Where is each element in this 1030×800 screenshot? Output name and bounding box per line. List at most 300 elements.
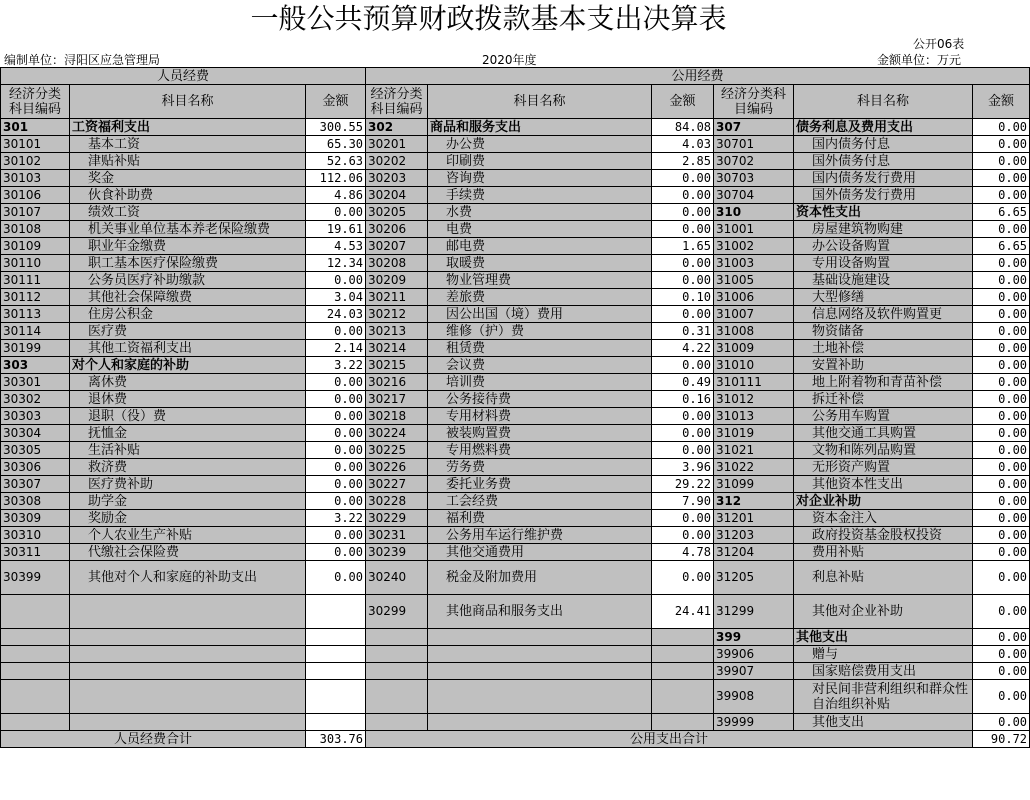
subject-name-cell: 大型修缮 bbox=[794, 289, 973, 306]
amount-cell: 0.00 bbox=[652, 170, 714, 187]
subject-name-cell: 津贴补贴 bbox=[70, 153, 306, 170]
amount-cell: 84.08 bbox=[652, 119, 714, 136]
subject-name-cell: 其他支出 bbox=[794, 714, 973, 731]
amount-cell bbox=[306, 714, 366, 731]
econ-code-cell: 30240 bbox=[366, 561, 428, 595]
subject-name-cell: 因公出国（境）费用 bbox=[428, 306, 652, 323]
subject-name-cell: 差旅费 bbox=[428, 289, 652, 306]
table-row bbox=[1, 323, 1030, 340]
amount-cell: 0.00 bbox=[973, 374, 1030, 391]
subject-name-cell: 公务员医疗补助缴款 bbox=[70, 272, 306, 289]
amount-cell: 0.00 bbox=[652, 408, 714, 425]
subject-name-cell: 文物和陈列品购置 bbox=[794, 442, 973, 459]
subject-name-cell: 其他交通费用 bbox=[428, 544, 652, 561]
subject-name-cell: 公务接待费 bbox=[428, 391, 652, 408]
amount-cell: 0.00 bbox=[973, 408, 1030, 425]
subject-name-cell: 绩效工资 bbox=[70, 204, 306, 221]
econ-code-cell: 30225 bbox=[366, 442, 428, 459]
econ-code-cell: 30204 bbox=[366, 187, 428, 204]
amount-cell: 0.00 bbox=[652, 204, 714, 221]
amount-cell: 6.65 bbox=[973, 238, 1030, 255]
subject-name-cell: 其他商品和服务支出 bbox=[428, 595, 652, 629]
amount-cell: 0.00 bbox=[973, 527, 1030, 544]
amount-cell: 29.22 bbox=[652, 476, 714, 493]
econ-code-cell: 30306 bbox=[1, 459, 70, 476]
subject-name-cell: 办公费 bbox=[428, 136, 652, 153]
subject-name-cell: 利息补贴 bbox=[794, 561, 973, 595]
amount-cell: 4.86 bbox=[306, 187, 366, 204]
econ-code-cell: 30303 bbox=[1, 408, 70, 425]
total-public-label: 公用支出合计 bbox=[366, 731, 973, 748]
amount-cell: 0.00 bbox=[306, 391, 366, 408]
subject-name-cell bbox=[428, 629, 652, 646]
econ-code-cell: 31009 bbox=[714, 340, 794, 357]
subject-name-cell bbox=[70, 629, 306, 646]
subject-name-cell: 安置补助 bbox=[794, 357, 973, 374]
amount-cell: 0.00 bbox=[973, 119, 1030, 136]
amount-cell: 0.31 bbox=[652, 323, 714, 340]
amount-cell: 0.00 bbox=[973, 221, 1030, 238]
econ-code-cell: 30108 bbox=[1, 221, 70, 238]
subject-name-cell: 代缴社会保险费 bbox=[70, 544, 306, 561]
econ-code-cell bbox=[366, 680, 428, 714]
amount-cell: 3.22 bbox=[306, 510, 366, 527]
table-row bbox=[1, 238, 1030, 255]
subject-name-cell: 租赁费 bbox=[428, 340, 652, 357]
subject-name-cell: 专用材料费 bbox=[428, 408, 652, 425]
econ-code-cell: 30113 bbox=[1, 306, 70, 323]
amount-cell: 4.22 bbox=[652, 340, 714, 357]
amount-cell: 0.00 bbox=[973, 340, 1030, 357]
amount-cell: 0.00 bbox=[652, 272, 714, 289]
subject-name-cell: 政府投资基金股权投资 bbox=[794, 527, 973, 544]
table-row bbox=[1, 374, 1030, 391]
econ-code-cell bbox=[1, 714, 70, 731]
econ-code-cell: 30201 bbox=[366, 136, 428, 153]
subject-name-cell bbox=[70, 680, 306, 714]
amount-cell bbox=[306, 663, 366, 680]
amount-cell: 0.00 bbox=[973, 663, 1030, 680]
total-personnel-label: 人员经费合计 bbox=[1, 731, 306, 748]
page-title: 一般公共预算财政拨款基本支出决算表 bbox=[250, 2, 727, 35]
econ-code-cell: 30307 bbox=[1, 476, 70, 493]
table-row bbox=[1, 306, 1030, 323]
econ-code-cell: 31001 bbox=[714, 221, 794, 238]
total-personnel-amount: 303.76 bbox=[306, 731, 366, 748]
amount-cell: 2.85 bbox=[652, 153, 714, 170]
subject-name-cell: 奖金 bbox=[70, 170, 306, 187]
subject-name-cell: 对企业补助 bbox=[794, 493, 973, 510]
econ-code-cell: 30701 bbox=[714, 136, 794, 153]
econ-code-cell: 31008 bbox=[714, 323, 794, 340]
subject-name-cell bbox=[428, 663, 652, 680]
subject-name-cell: 其他资本性支出 bbox=[794, 476, 973, 493]
col-code-header: 经济分类科目编码 bbox=[714, 85, 794, 119]
econ-code-cell: 30218 bbox=[366, 408, 428, 425]
amount-cell: 0.00 bbox=[306, 527, 366, 544]
amount-cell: 24.41 bbox=[652, 595, 714, 629]
subject-name-cell: 电费 bbox=[428, 221, 652, 238]
subject-name-cell: 退休费 bbox=[70, 391, 306, 408]
econ-code-cell bbox=[1, 646, 70, 663]
econ-code-cell bbox=[366, 663, 428, 680]
econ-code-cell: 31201 bbox=[714, 510, 794, 527]
total-public-amount: 90.72 bbox=[973, 731, 1030, 748]
amount-cell: 52.63 bbox=[306, 153, 366, 170]
econ-code-cell: 30110 bbox=[1, 255, 70, 272]
amount-cell: 0.00 bbox=[973, 595, 1030, 629]
table-row bbox=[1, 714, 1030, 731]
subject-name-cell: 无形资产购置 bbox=[794, 459, 973, 476]
amount-cell: 0.00 bbox=[652, 561, 714, 595]
econ-code-cell: 30309 bbox=[1, 510, 70, 527]
table-row bbox=[1, 357, 1030, 374]
subject-name-cell: 职业年金缴费 bbox=[70, 238, 306, 255]
subject-name-cell: 退职（役）费 bbox=[70, 408, 306, 425]
subject-name-cell: 拆迁补偿 bbox=[794, 391, 973, 408]
table-row bbox=[1, 442, 1030, 459]
table-row bbox=[1, 646, 1030, 663]
subject-name-cell: 奖励金 bbox=[70, 510, 306, 527]
subject-name-cell bbox=[70, 646, 306, 663]
amount-cell bbox=[306, 629, 366, 646]
subject-name-cell: 取暖费 bbox=[428, 255, 652, 272]
currency-unit: 金额单位：万元 bbox=[877, 53, 962, 67]
econ-code-cell: 30310 bbox=[1, 527, 70, 544]
amount-cell: 0.00 bbox=[306, 459, 366, 476]
amount-cell: 0.00 bbox=[306, 408, 366, 425]
col-amount-header: 金额 bbox=[306, 85, 366, 119]
amount-cell: 0.00 bbox=[973, 646, 1030, 663]
econ-code-cell: 30203 bbox=[366, 170, 428, 187]
subject-name-cell: 赠与 bbox=[794, 646, 973, 663]
econ-code-cell: 30107 bbox=[1, 204, 70, 221]
col-amount-header: 金额 bbox=[973, 85, 1030, 119]
subject-name-cell: 职工基本医疗保险缴费 bbox=[70, 255, 306, 272]
col-code-header: 经济分类科目编码 bbox=[1, 85, 70, 119]
econ-code-cell: 303 bbox=[1, 357, 70, 374]
subject-name-cell: 邮电费 bbox=[428, 238, 652, 255]
econ-code-cell: 30111 bbox=[1, 272, 70, 289]
table-row bbox=[1, 680, 1030, 714]
econ-code-cell: 30703 bbox=[714, 170, 794, 187]
amount-cell: 0.00 bbox=[973, 425, 1030, 442]
subject-name-cell: 商品和服务支出 bbox=[428, 119, 652, 136]
table-row bbox=[1, 595, 1030, 629]
subject-name-cell: 离休费 bbox=[70, 374, 306, 391]
amount-cell: 0.16 bbox=[652, 391, 714, 408]
amount-cell: 0.00 bbox=[973, 323, 1030, 340]
econ-code-cell: 31005 bbox=[714, 272, 794, 289]
amount-cell: 0.00 bbox=[973, 136, 1030, 153]
amount-cell: 65.30 bbox=[306, 136, 366, 153]
amount-cell bbox=[652, 663, 714, 680]
subject-name-cell: 国内债务付息 bbox=[794, 136, 973, 153]
subject-name-cell: 国家赔偿费用支出 bbox=[794, 663, 973, 680]
econ-code-cell: 39908 bbox=[714, 680, 794, 714]
amount-cell: 0.00 bbox=[973, 544, 1030, 561]
subject-name-cell: 抚恤金 bbox=[70, 425, 306, 442]
amount-cell: 0.00 bbox=[973, 476, 1030, 493]
subject-name-cell: 印刷费 bbox=[428, 153, 652, 170]
econ-code-cell: 30211 bbox=[366, 289, 428, 306]
econ-code-cell: 31002 bbox=[714, 238, 794, 255]
table-row bbox=[1, 493, 1030, 510]
econ-code-cell: 31013 bbox=[714, 408, 794, 425]
amount-cell: 0.00 bbox=[652, 221, 714, 238]
subject-name-cell: 国外债务发行费用 bbox=[794, 187, 973, 204]
subject-name-cell: 物业管理费 bbox=[428, 272, 652, 289]
econ-code-cell: 39907 bbox=[714, 663, 794, 680]
amount-cell: 0.00 bbox=[973, 357, 1030, 374]
subject-name-cell: 信息网络及软件购置更 bbox=[794, 306, 973, 323]
econ-code-cell bbox=[366, 646, 428, 663]
amount-cell: 0.00 bbox=[973, 629, 1030, 646]
subject-name-cell: 资本金注入 bbox=[794, 510, 973, 527]
econ-code-cell: 31003 bbox=[714, 255, 794, 272]
table-row bbox=[1, 391, 1030, 408]
subject-name-cell: 其他交通工具购置 bbox=[794, 425, 973, 442]
table-row bbox=[1, 663, 1030, 680]
amount-cell bbox=[652, 646, 714, 663]
econ-code-cell: 30202 bbox=[366, 153, 428, 170]
econ-code-cell: 30206 bbox=[366, 221, 428, 238]
table-row bbox=[1, 153, 1030, 170]
subject-name-cell: 对民间非营利组织和群众性自治组织补贴 bbox=[794, 680, 973, 714]
amount-cell: 0.00 bbox=[973, 714, 1030, 731]
amount-cell: 0.00 bbox=[973, 391, 1030, 408]
subject-name-cell: 国内债务发行费用 bbox=[794, 170, 973, 187]
subject-name-cell: 培训费 bbox=[428, 374, 652, 391]
subject-name-cell: 物资储备 bbox=[794, 323, 973, 340]
econ-code-cell: 30208 bbox=[366, 255, 428, 272]
amount-cell: 4.53 bbox=[306, 238, 366, 255]
econ-code-cell: 31019 bbox=[714, 425, 794, 442]
amount-cell: 0.00 bbox=[973, 187, 1030, 204]
subject-name-cell: 个人农业生产补贴 bbox=[70, 527, 306, 544]
econ-code-cell: 30114 bbox=[1, 323, 70, 340]
econ-code-cell: 310 bbox=[714, 204, 794, 221]
subject-name-cell: 伙食补助费 bbox=[70, 187, 306, 204]
subject-name-cell: 会议费 bbox=[428, 357, 652, 374]
subject-name-cell: 生活补贴 bbox=[70, 442, 306, 459]
subject-name-cell: 专用燃料费 bbox=[428, 442, 652, 459]
amount-cell: 0.00 bbox=[306, 204, 366, 221]
econ-code-cell: 31006 bbox=[714, 289, 794, 306]
subject-name-cell: 办公设备购置 bbox=[794, 238, 973, 255]
econ-code-cell: 30308 bbox=[1, 493, 70, 510]
amount-cell: 0.00 bbox=[306, 561, 366, 595]
amount-cell: 0.00 bbox=[973, 289, 1030, 306]
econ-code-cell: 30101 bbox=[1, 136, 70, 153]
econ-code-cell: 30205 bbox=[366, 204, 428, 221]
econ-code-cell: 307 bbox=[714, 119, 794, 136]
econ-code-cell: 30399 bbox=[1, 561, 70, 595]
amount-cell: 0.10 bbox=[652, 289, 714, 306]
econ-code-cell: 30229 bbox=[366, 510, 428, 527]
table-row bbox=[1, 204, 1030, 221]
amount-cell bbox=[306, 680, 366, 714]
econ-code-cell: 30302 bbox=[1, 391, 70, 408]
econ-code-cell: 30215 bbox=[366, 357, 428, 374]
amount-cell: 19.61 bbox=[306, 221, 366, 238]
amount-cell: 0.00 bbox=[652, 306, 714, 323]
amount-cell: 0.00 bbox=[973, 272, 1030, 289]
amount-cell: 6.65 bbox=[973, 204, 1030, 221]
table-row bbox=[1, 221, 1030, 238]
subject-name-cell: 机关事业单位基本养老保险缴费 bbox=[70, 221, 306, 238]
econ-code-cell: 30301 bbox=[1, 374, 70, 391]
table-row bbox=[1, 527, 1030, 544]
budget-table bbox=[0, 67, 1030, 748]
col-amount-header: 金额 bbox=[652, 85, 714, 119]
amount-cell: 0.00 bbox=[306, 425, 366, 442]
econ-code-cell: 39906 bbox=[714, 646, 794, 663]
amount-cell: 0.00 bbox=[973, 561, 1030, 595]
econ-code-cell: 310111 bbox=[714, 374, 794, 391]
econ-code-cell: 30106 bbox=[1, 187, 70, 204]
amount-cell: 2.14 bbox=[306, 340, 366, 357]
econ-code-cell: 30109 bbox=[1, 238, 70, 255]
subject-name-cell: 公务用车购置 bbox=[794, 408, 973, 425]
reporting-unit: 编制单位：浔阳区应急管理局 bbox=[4, 53, 161, 67]
amount-cell: 0.00 bbox=[973, 459, 1030, 476]
econ-code-cell: 31204 bbox=[714, 544, 794, 561]
amount-cell: 0.00 bbox=[973, 306, 1030, 323]
amount-cell: 0.00 bbox=[306, 476, 366, 493]
section-public: 公用经费 bbox=[366, 68, 1030, 85]
amount-cell: 0.00 bbox=[306, 544, 366, 561]
econ-code-cell: 30214 bbox=[366, 340, 428, 357]
table-row bbox=[1, 255, 1030, 272]
col-name-header: 科目名称 bbox=[794, 85, 973, 119]
amount-cell: 0.00 bbox=[652, 255, 714, 272]
subject-name-cell: 被装购置费 bbox=[428, 425, 652, 442]
econ-code-cell: 30212 bbox=[366, 306, 428, 323]
econ-code-cell: 30209 bbox=[366, 272, 428, 289]
table-row bbox=[1, 629, 1030, 646]
econ-code-cell: 30217 bbox=[366, 391, 428, 408]
table-row bbox=[1, 510, 1030, 527]
subject-name-cell: 住房公积金 bbox=[70, 306, 306, 323]
amount-cell: 3.04 bbox=[306, 289, 366, 306]
econ-code-cell: 30239 bbox=[366, 544, 428, 561]
subject-name-cell: 维修（护）费 bbox=[428, 323, 652, 340]
amount-cell: 12.34 bbox=[306, 255, 366, 272]
col-name-header: 科目名称 bbox=[70, 85, 306, 119]
econ-code-cell: 39999 bbox=[714, 714, 794, 731]
subject-name-cell bbox=[70, 714, 306, 731]
subject-name-cell: 资本性支出 bbox=[794, 204, 973, 221]
econ-code-cell bbox=[1, 629, 70, 646]
subject-name-cell: 水费 bbox=[428, 204, 652, 221]
amount-cell bbox=[652, 714, 714, 731]
subject-name-cell: 其他工资福利支出 bbox=[70, 340, 306, 357]
subject-name-cell: 房屋建筑物购建 bbox=[794, 221, 973, 238]
econ-code-cell: 30228 bbox=[366, 493, 428, 510]
amount-cell: 0.00 bbox=[652, 527, 714, 544]
subject-name-cell: 其他支出 bbox=[794, 629, 973, 646]
amount-cell: 0.49 bbox=[652, 374, 714, 391]
subject-name-cell: 土地补偿 bbox=[794, 340, 973, 357]
subject-name-cell: 基础设施建设 bbox=[794, 272, 973, 289]
econ-code-cell: 30226 bbox=[366, 459, 428, 476]
subject-name-cell bbox=[70, 663, 306, 680]
form-number: 公开06表 bbox=[913, 37, 965, 51]
econ-code-cell: 30702 bbox=[714, 153, 794, 170]
econ-code-cell: 30199 bbox=[1, 340, 70, 357]
subject-name-cell: 医疗费 bbox=[70, 323, 306, 340]
econ-code-cell: 30103 bbox=[1, 170, 70, 187]
section-personnel: 人员经费 bbox=[1, 68, 366, 85]
econ-code-cell: 31299 bbox=[714, 595, 794, 629]
fiscal-year: 2020年度 bbox=[482, 53, 537, 67]
subject-name-cell: 其他对个人和家庭的补助支出 bbox=[70, 561, 306, 595]
col-code-header: 经济分类科目编码 bbox=[366, 85, 428, 119]
subject-name-cell bbox=[428, 646, 652, 663]
subject-name-cell: 工资福利支出 bbox=[70, 119, 306, 136]
econ-code-cell: 30224 bbox=[366, 425, 428, 442]
amount-cell: 0.00 bbox=[973, 680, 1030, 714]
subject-name-cell: 手续费 bbox=[428, 187, 652, 204]
table-row bbox=[1, 170, 1030, 187]
subject-name-cell: 国外债务付息 bbox=[794, 153, 973, 170]
table-row bbox=[1, 340, 1030, 357]
subject-name-cell bbox=[428, 680, 652, 714]
amount-cell: 0.00 bbox=[973, 170, 1030, 187]
subject-name-cell: 费用补贴 bbox=[794, 544, 973, 561]
table-row bbox=[1, 561, 1030, 595]
econ-code-cell bbox=[366, 714, 428, 731]
amount-cell: 0.00 bbox=[306, 493, 366, 510]
econ-code-cell: 30231 bbox=[366, 527, 428, 544]
amount-cell: 3.22 bbox=[306, 357, 366, 374]
amount-cell bbox=[652, 680, 714, 714]
subject-name-cell: 委托业务费 bbox=[428, 476, 652, 493]
table-row bbox=[1, 459, 1030, 476]
amount-cell: 0.00 bbox=[973, 493, 1030, 510]
econ-code-cell: 30311 bbox=[1, 544, 70, 561]
subject-name-cell: 地上附着物和青苗补偿 bbox=[794, 374, 973, 391]
econ-code-cell: 31203 bbox=[714, 527, 794, 544]
amount-cell: 4.03 bbox=[652, 136, 714, 153]
econ-code-cell: 30704 bbox=[714, 187, 794, 204]
table-row bbox=[1, 272, 1030, 289]
amount-cell bbox=[306, 646, 366, 663]
subject-name-cell: 助学金 bbox=[70, 493, 306, 510]
amount-cell: 112.06 bbox=[306, 170, 366, 187]
subject-name-cell: 福利费 bbox=[428, 510, 652, 527]
econ-code-cell: 31021 bbox=[714, 442, 794, 459]
econ-code-cell: 30227 bbox=[366, 476, 428, 493]
econ-code-cell bbox=[1, 595, 70, 629]
econ-code-cell bbox=[1, 663, 70, 680]
amount-cell: 0.00 bbox=[306, 442, 366, 459]
amount-cell: 1.65 bbox=[652, 238, 714, 255]
econ-code-cell: 30216 bbox=[366, 374, 428, 391]
subject-name-cell: 债务利息及费用支出 bbox=[794, 119, 973, 136]
amount-cell: 0.00 bbox=[652, 442, 714, 459]
amount-cell: 4.78 bbox=[652, 544, 714, 561]
subject-name-cell: 其他社会保障缴费 bbox=[70, 289, 306, 306]
econ-code-cell: 31022 bbox=[714, 459, 794, 476]
amount-cell: 0.00 bbox=[306, 323, 366, 340]
econ-code-cell: 399 bbox=[714, 629, 794, 646]
subject-name-cell: 劳务费 bbox=[428, 459, 652, 476]
subject-name-cell: 专用设备购置 bbox=[794, 255, 973, 272]
subject-name-cell: 公务用车运行维护费 bbox=[428, 527, 652, 544]
subject-name-cell: 对个人和家庭的补助 bbox=[70, 357, 306, 374]
